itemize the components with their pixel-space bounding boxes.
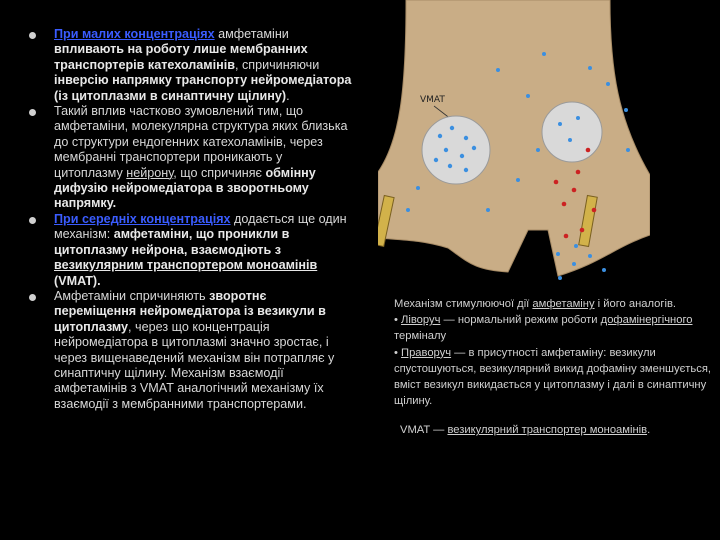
vesicle-left xyxy=(422,116,490,184)
caption-line-right xyxy=(394,345,712,410)
caption-line-left xyxy=(394,312,712,344)
bullet-item-low-concentrations xyxy=(22,27,352,104)
text: . xyxy=(647,424,651,437)
vesicle-right xyxy=(542,102,602,162)
neuron-terminal xyxy=(378,0,650,276)
text-bold: впливають на роботу лише мембранних транспортерів катехоламінів xyxy=(54,42,308,72)
diagram-caption xyxy=(394,296,712,439)
link-medium-concentrations[interactable]: При середніх концентраціях xyxy=(54,211,231,226)
text: і його аналогів. xyxy=(594,298,677,310)
bullet-icon xyxy=(29,32,36,39)
text: • xyxy=(394,314,402,327)
text-bold: амфетаміни, що проникли в цитоплазму нейрона, взаємодіють з xyxy=(54,227,290,257)
text: амфетаміни xyxy=(214,27,289,41)
text: — нормальний режим роботи xyxy=(440,314,601,327)
text-bold: інверсію напрямку транспорту нейромедіатора (із цитоплазми в синаптичну щілину) xyxy=(54,73,352,103)
synapse-diagram xyxy=(378,0,650,282)
link-left[interactable]: Ліворуч xyxy=(401,314,441,327)
link-vesicular-transporter[interactable]: везикулярним транспортером моноамінів xyxy=(54,258,318,273)
text-bold: зворотнє переміщення нейромедіатора із везикули в цитоплазму xyxy=(54,288,326,334)
bullet-icon xyxy=(29,294,36,301)
text: Такий вплив частково зумовлений тим, що амфетаміни, молекулярна структура яких близька до структури ендогенних катехоламінів, через мембранні транспортери проникають у цитоплазму xyxy=(54,104,348,180)
text: Механізм стимулюючої дії xyxy=(394,298,533,310)
text: • xyxy=(394,346,402,359)
link-dopaminergic[interactable]: дофамінергічного xyxy=(600,314,693,327)
text: , спричиняючи xyxy=(234,57,320,72)
link-low-concentrations[interactable]: При малих концентраціях xyxy=(54,27,215,41)
link-neuron[interactable]: нейрону xyxy=(126,165,174,180)
text: додається ще один механізм: xyxy=(54,211,347,242)
text: — в присутності амфетаміну: везикули спустошуються, везикулярний викид дофаміну зменшується, вміст везикул викидається у цитоплазму і далі в синаптичну щілину. xyxy=(394,346,712,408)
link-right[interactable]: Праворуч xyxy=(401,346,452,359)
bullet-item-medium-concentrations xyxy=(22,212,352,289)
text: VMAT — xyxy=(400,424,448,437)
bullet-item-mechanism xyxy=(22,104,352,212)
text-bold: (VMAT). xyxy=(54,273,101,288)
vmat-label: VMAT xyxy=(420,95,445,105)
link-vmat[interactable]: везикулярний транспортер моноамінів xyxy=(447,424,648,437)
caption-line-mechanism xyxy=(394,296,712,312)
text: терміналу xyxy=(394,330,447,343)
text-bold: обмінну дифузію нейромедіатора в зворотньому напрямку. xyxy=(54,165,316,211)
text: . xyxy=(286,88,290,103)
link-amphetamine[interactable]: амфетаміну xyxy=(532,298,595,310)
text: , що спричиняє xyxy=(173,165,266,180)
bullet-icon xyxy=(29,217,36,224)
text: , через що концентрація нейромедіатора в цитоплазмі значно зростає, і через вищенаведений механізм він потрапляє у синаптичну щілину. Механізм взаємодії амфетамінів з VMAT аналогічний механізму їх взаємодії з мембранними транспортерами. xyxy=(54,319,335,411)
text: Амфетаміни спричиняють xyxy=(54,288,210,303)
caption-line-vmat xyxy=(394,422,712,438)
bullet-item-reverse-transport xyxy=(22,289,352,412)
bullet-icon xyxy=(29,109,36,116)
bullet-list xyxy=(22,27,352,412)
